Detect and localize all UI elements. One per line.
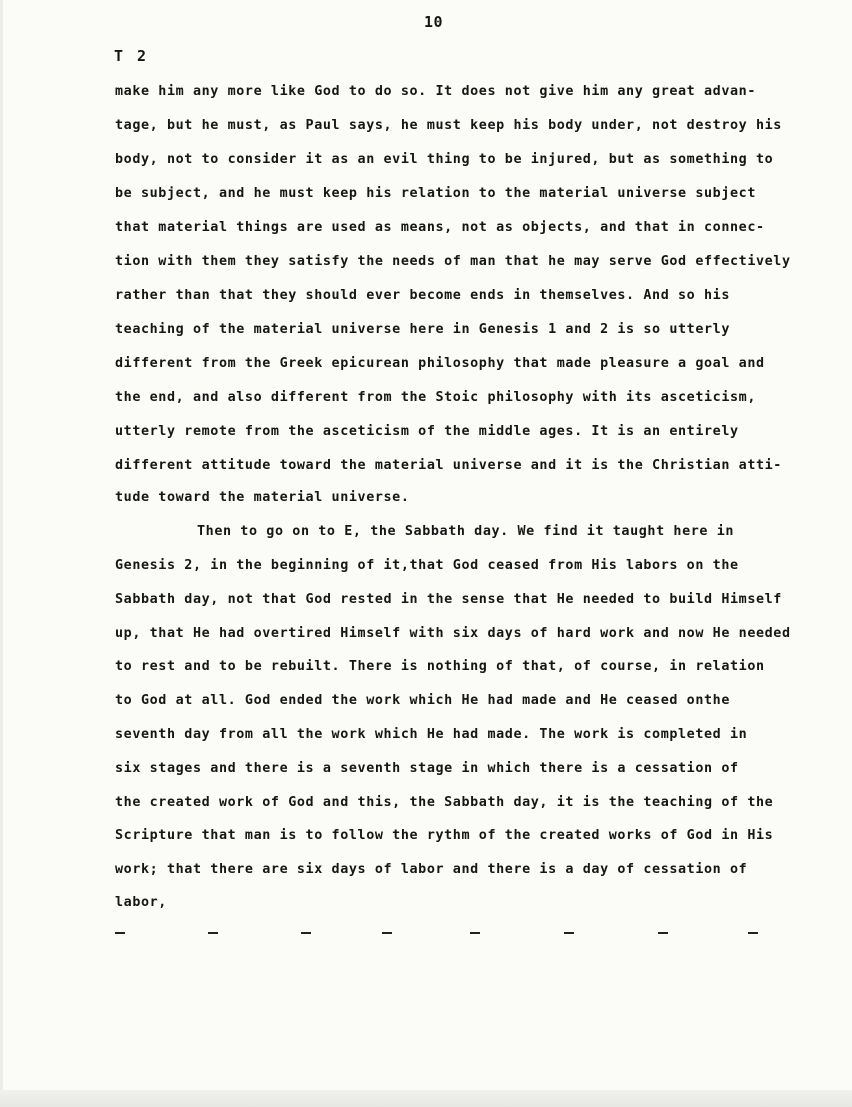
text-line: different from the Greek epicurean philosophy that made pleasure a goal and bbox=[115, 356, 765, 371]
text-line: Scripture that man is to follow the rythm of the created works of God in His bbox=[115, 828, 774, 843]
text-line: to rest and to be rebuilt. There is nothing of that, of course, in relation bbox=[115, 659, 765, 674]
text-line: different attitude toward the material universe and it is the Christian atti- bbox=[115, 458, 782, 473]
text-line: be subject, and he must keep his relation to the material universe subject bbox=[115, 186, 756, 201]
separator-dash bbox=[115, 932, 125, 934]
text-line: teaching of the material universe here in Genesis 1 and 2 is so utterly bbox=[115, 322, 730, 337]
separator-dash bbox=[301, 932, 311, 934]
separator-dash bbox=[208, 932, 218, 934]
text-line: rather than that they should ever become ends in themselves. And so his bbox=[115, 288, 730, 303]
separator-dash bbox=[748, 932, 758, 934]
page-bottom-edge bbox=[0, 1090, 852, 1107]
text-line: to God at all. God ended the work which He had made and He ceased onthe bbox=[115, 693, 730, 708]
page-left-edge bbox=[0, 0, 3, 1107]
text-line: tage, but he must, as Paul says, he must keep his body under, not destroy his bbox=[115, 118, 782, 133]
section-reference-label: T 2 bbox=[114, 47, 147, 65]
separator-dash bbox=[382, 932, 392, 934]
text-line: tude toward the material universe. bbox=[115, 490, 410, 505]
text-line: make him any more like God to do so. It does not give him any great advan- bbox=[115, 84, 756, 99]
text-line: six stages and there is a seventh stage in which there is a cessation of bbox=[115, 761, 739, 776]
text-line: Genesis 2, in the beginning of it,that God ceased from His labors on the bbox=[115, 558, 739, 573]
text-line: tion with them they satisfy the needs of man that he may serve God effectively bbox=[115, 254, 791, 269]
page-number: 10 bbox=[424, 13, 444, 31]
separator-dash bbox=[470, 932, 480, 934]
separator-dash bbox=[658, 932, 668, 934]
text-line: work; that there are six days of labor and there is a day of cessation of bbox=[115, 862, 748, 877]
text-line: up, that He had overtired Himself with six days of hard work and now He needed bbox=[115, 626, 791, 641]
separator-dash bbox=[564, 932, 574, 934]
text-line: the end, and also different from the Stoic philosophy with its asceticism, bbox=[115, 390, 756, 405]
text-line: that material things are used as means, not as objects, and that in connec- bbox=[115, 220, 765, 235]
text-line: the created work of God and this, the Sabbath day, it is the teaching of the bbox=[115, 795, 774, 810]
text-line: seventh day from all the work which He had made. The work is completed in bbox=[115, 727, 748, 742]
text-line: utterly remote from the asceticism of the middle ages. It is an entirely bbox=[115, 424, 739, 439]
text-line: body, not to consider it as an evil thing to be injured, but as something to bbox=[115, 152, 774, 167]
text-line: labor, bbox=[115, 895, 167, 910]
text-line: Sabbath day, not that God rested in the sense that He needed to build Himself bbox=[115, 592, 782, 607]
paragraph-start-line: Then to go on to E, the Sabbath day. We find it taught here in bbox=[197, 524, 735, 539]
